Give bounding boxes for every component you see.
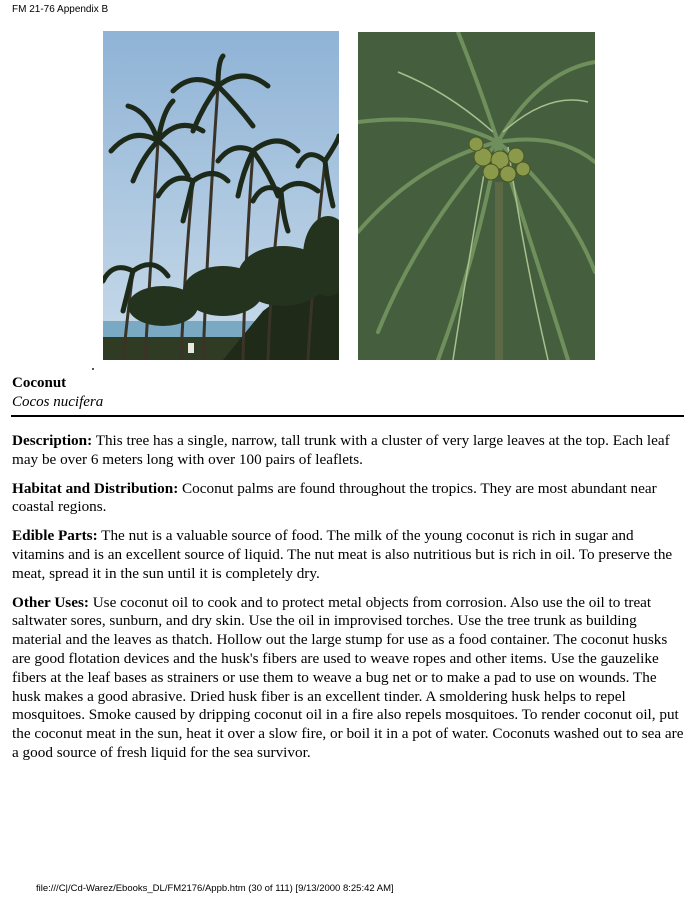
stray-mark xyxy=(92,368,94,370)
description-text: This tree has a single, narrow, tall trunk with a cluster of very large leaves at the top. Each leaf may be over 6 meters long with over 100 pairs of leaflets. xyxy=(12,432,670,468)
common-name: Coconut xyxy=(12,375,67,391)
edible-parts-paragraph xyxy=(12,527,688,583)
edible-parts-text: The nut is a valuable source of food. The milk of the young coconut is rich in sugar and vitamins and is an excellent source of liquid. The nut meat is also nutritious but is rich in oil. To preserve the meat, spread it in the sun until it is completely dry. xyxy=(12,527,673,582)
page-footer: file:///C|/Cd-Warez/Ebooks_DL/FM2176/Appb.htm (30 of 111) [9/13/2000 8:25:42 AM] xyxy=(36,883,394,894)
description-paragraph xyxy=(12,432,688,470)
coconut-cluster-image xyxy=(358,32,595,360)
description-label: Description: xyxy=(12,432,93,449)
plant-description-body xyxy=(12,432,688,773)
section-divider xyxy=(11,415,684,417)
habitat-paragraph xyxy=(12,480,688,518)
other-uses-paragraph xyxy=(12,594,688,763)
habitat-text: Coconut palms are found throughout the tropics. They are most abundant near coastal regions. xyxy=(12,479,657,516)
coconut-palm-grove-image xyxy=(103,31,339,360)
other-uses-label: Other Uses: xyxy=(12,593,89,611)
page-header: FM 21-76 Appendix B xyxy=(12,4,109,15)
habitat-label: Habitat and Distribution: xyxy=(12,479,179,497)
scientific-name: Cocos nucifera xyxy=(12,394,104,410)
edible-parts-label: Edible Parts: xyxy=(12,527,98,545)
other-uses-text: Use coconut oil to cook and to protect metal objects from corrosion. Also use the oil to treat saltwater sores, sunburn, and dry skin. Use the oil in improvised torches. Use the tree trunk as building material and the leaves as thatch. Hollow out the large stump for use as a food container. The coconut husks are good flotation devices and the husk's fibers are used to weave ropes and other items. Use the gauzelike fibers at the leaf bases as strainers or use them to weave a bug net or to make a pad to use on wounds. The husk makes a good abrasive. Dried husk fiber is an excellent tinder. A smoldering husk helps to repel mosquitoes. Smoke caused by dripping coconut oil in a fire also repels mosquitoes. To render coconut oil, put the coconut meat in the sun, heat it over a slow fire, or boil it in a pot of water. Coconuts washed out to sea are a good source of fresh liquid for the sea survivor. xyxy=(12,593,684,761)
plant-title-block xyxy=(12,374,103,412)
